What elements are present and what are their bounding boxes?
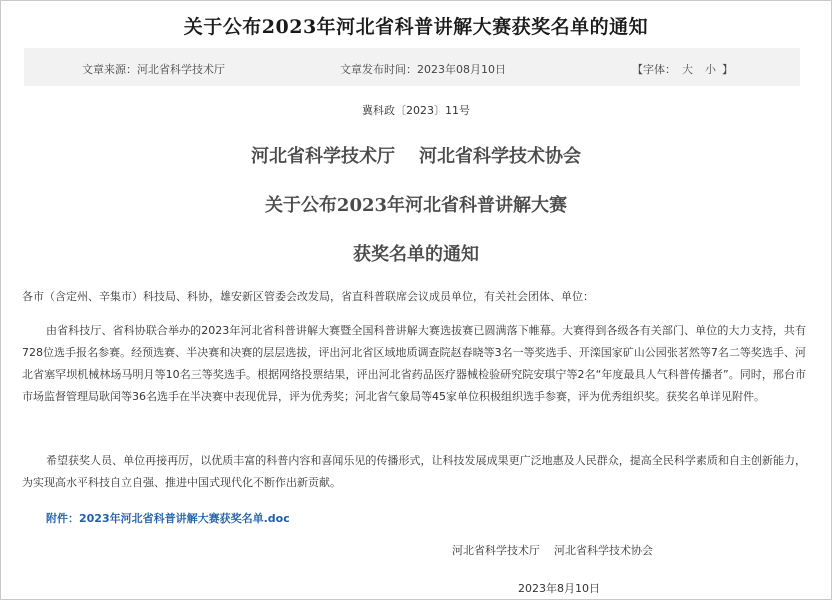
body-paragraph-1: 由省科技厅、省科协联合举办的2023年河北省科普讲解大赛暨全国科普讲解大赛选拔赛已圆满落下帷幕。大赛得到各级各有关部门、单位的大力支持，共有728位选手报名参赛。经预选赛、半决赛和决赛的层层选拔，评出河北省区域地质调查院赵春晓等3名一等奖选手、开滦国家矿山公园张茗然等7名二等奖选手、河北省塞罕坝机械林场马明月等10名三等奖选手。根据网络投票结果，评出河北省药品医疗器械检验研究院安琪宁等2名“年度最具人气科普传播者”。同时，邢台市市场监督管理局耿闰等36名选手在半决赛中表现优异，评为优秀奖；河北省气象局等45家单位积极组织选手参赛，评为优秀组织奖。获奖名单详见附件。 — [22, 324, 806, 403]
issuer-org-2: 河北省科学技术协会 — [419, 146, 581, 167]
attachment-label: 附件： — [46, 512, 79, 525]
article-source: 文章来源：河北省科学技术厅 — [82, 63, 225, 76]
document-number: 冀科政〔2023〕11号 — [362, 104, 470, 117]
font-size-label-close: 】 — [722, 63, 733, 76]
signature-org-1: 河北省科学技术厅 — [452, 544, 540, 557]
article-meta-bar — [24, 48, 800, 86]
font-size-large-button[interactable]: 大 — [682, 63, 693, 76]
body-paragraph-2: 希望获奖人员、单位再接再厉，以优质丰富的科普内容和喜闻乐见的传播形式，让科技发展成果更广泛地惠及人民群众，提高全民科学素质和自主创新能力，为实现高水平科技自立自强、推进中国式现代化不断作出新贡献。 — [22, 454, 806, 489]
font-size-small-button[interactable]: 小 — [705, 63, 716, 76]
article-title: 关于公布2023年河北省科普讲解大赛获奖名单的通知 — [183, 16, 649, 38]
attachment-link[interactable] — [46, 510, 290, 526]
signature-date: 2023年8月10日 — [518, 582, 600, 595]
attachment-filename[interactable]: 2023年河北省科普讲解大赛获奖名单.doc — [79, 512, 290, 525]
article-publish-time: 文章发布时间：2023年08月10日 — [340, 63, 506, 76]
signature-org-2: 河北省科学技术协会 — [554, 544, 653, 557]
issuer-org-1: 河北省科学技术厅 — [251, 146, 395, 167]
font-size-control — [632, 61, 733, 77]
signature-orgs — [452, 542, 653, 558]
salutation: 各市（含定州、辛集市）科技局、科协，雄安新区管委会改发局，省直科普联席会议成员单位，有关社会团体、单位： — [22, 290, 594, 303]
notice-title-line-1: 关于公布2023年河北省科普讲解大赛 — [264, 195, 568, 216]
font-size-label: 【字体： — [632, 63, 676, 76]
issuing-organizations — [0, 142, 832, 168]
notice-title-line-2: 获奖名单的通知 — [353, 244, 479, 265]
